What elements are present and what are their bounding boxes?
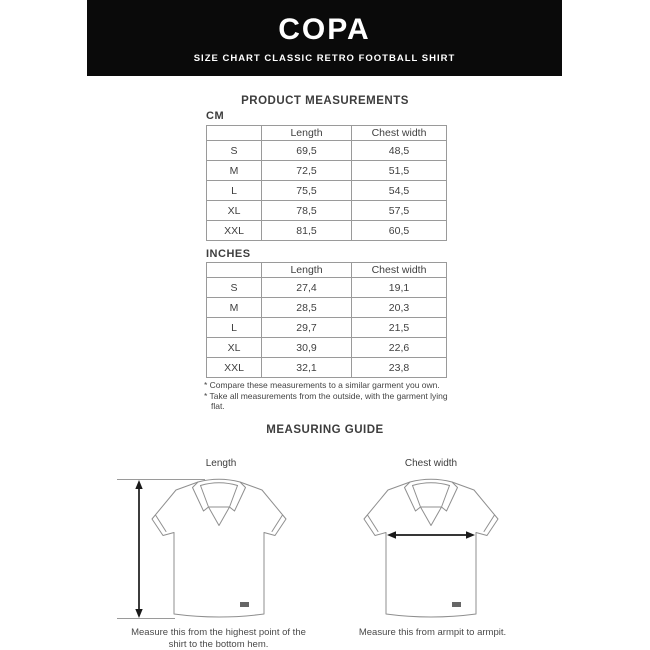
length-cell: 29,7 <box>262 318 352 338</box>
retro-shirt-drawing <box>364 479 498 617</box>
length-cell: 75,5 <box>262 181 352 201</box>
table-row <box>207 221 447 241</box>
chest-cell: 20,3 <box>352 298 447 318</box>
size-cell: M <box>207 298 262 318</box>
chest-width-shirt-diagram <box>350 472 515 625</box>
size-cell: XXL <box>207 358 262 378</box>
chest-cell: 19,1 <box>352 278 447 298</box>
length-cell: 78,5 <box>262 201 352 221</box>
table-row <box>207 141 447 161</box>
inches-size-table <box>206 262 447 378</box>
length-cell: 30,9 <box>262 338 352 358</box>
length-cell: 32,1 <box>262 358 352 378</box>
length-shirt-diagram <box>115 472 325 625</box>
inches-col-length: Length <box>262 263 352 278</box>
inches-col-chest: Chest width <box>352 263 447 278</box>
length-cell: 27,4 <box>262 278 352 298</box>
size-cell: XXL <box>207 221 262 241</box>
cm-unit-label: CM <box>206 110 225 122</box>
banner-subtitle: SIZE CHART CLASSIC RETRO FOOTBALL SHIRT <box>193 52 456 64</box>
retro-shirt-drawing <box>152 479 286 617</box>
length-cell: 28,5 <box>262 298 352 318</box>
table-row <box>207 278 447 298</box>
measuring-guide-title: MEASURING GUIDE <box>266 424 384 436</box>
table-row <box>207 358 447 378</box>
size-cell: XL <box>207 201 262 221</box>
table-row <box>207 298 447 318</box>
table-row <box>207 161 447 181</box>
size-cell: XL <box>207 338 262 358</box>
inches-col-blank <box>207 263 262 278</box>
hem-tag <box>240 602 249 607</box>
cm-header-row <box>207 126 447 141</box>
chest-cell: 23,8 <box>352 358 447 378</box>
chest-cell: 48,5 <box>352 141 447 161</box>
hem-tag <box>452 602 461 607</box>
length-cell: 81,5 <box>262 221 352 241</box>
size-cell: S <box>207 278 262 298</box>
chest-cell: 22,6 <box>352 338 447 358</box>
inches-header-row <box>207 263 447 278</box>
inches-unit-label: INCHES <box>206 248 251 260</box>
cm-size-table <box>206 125 447 241</box>
chest-cell: 54,5 <box>352 181 447 201</box>
footnote-compare: * Compare these measurements to a similar garment you own. <box>204 380 440 390</box>
table-row <box>207 201 447 221</box>
copa-logo: COPA <box>278 12 371 46</box>
length-measure-arrow <box>135 480 142 618</box>
chest-cell: 21,5 <box>352 318 447 338</box>
length-caption: Measure this from the highest point of the shirt to the bottom hem. <box>131 627 306 650</box>
chest-cell: 60,5 <box>352 221 447 241</box>
size-cell: L <box>207 181 262 201</box>
chest-width-diagram-label: Chest width <box>404 458 458 469</box>
size-cell: L <box>207 318 262 338</box>
cm-col-blank <box>207 126 262 141</box>
chest-width-caption: Measure this from armpit to armpit. <box>358 627 507 638</box>
size-cell: M <box>207 161 262 181</box>
chest-cell: 51,5 <box>352 161 447 181</box>
product-measurements-title: PRODUCT MEASUREMENTS <box>241 95 409 107</box>
chest-measure-arrow <box>387 531 475 538</box>
footnote-outside: * Take all measurements from the outside, with the garment lying flat. <box>204 390 448 411</box>
length-guide-lines <box>117 480 205 619</box>
cm-col-length: Length <box>262 126 352 141</box>
length-diagram-label: Length <box>205 458 237 469</box>
size-cell: S <box>207 141 262 161</box>
table-row <box>207 338 447 358</box>
footnotes <box>204 381 462 413</box>
length-cell: 72,5 <box>262 161 352 181</box>
brand-banner <box>87 0 562 76</box>
length-cell: 69,5 <box>262 141 352 161</box>
chest-cell: 57,5 <box>352 201 447 221</box>
table-row <box>207 318 447 338</box>
table-row <box>207 181 447 201</box>
cm-col-chest: Chest width <box>352 126 447 141</box>
